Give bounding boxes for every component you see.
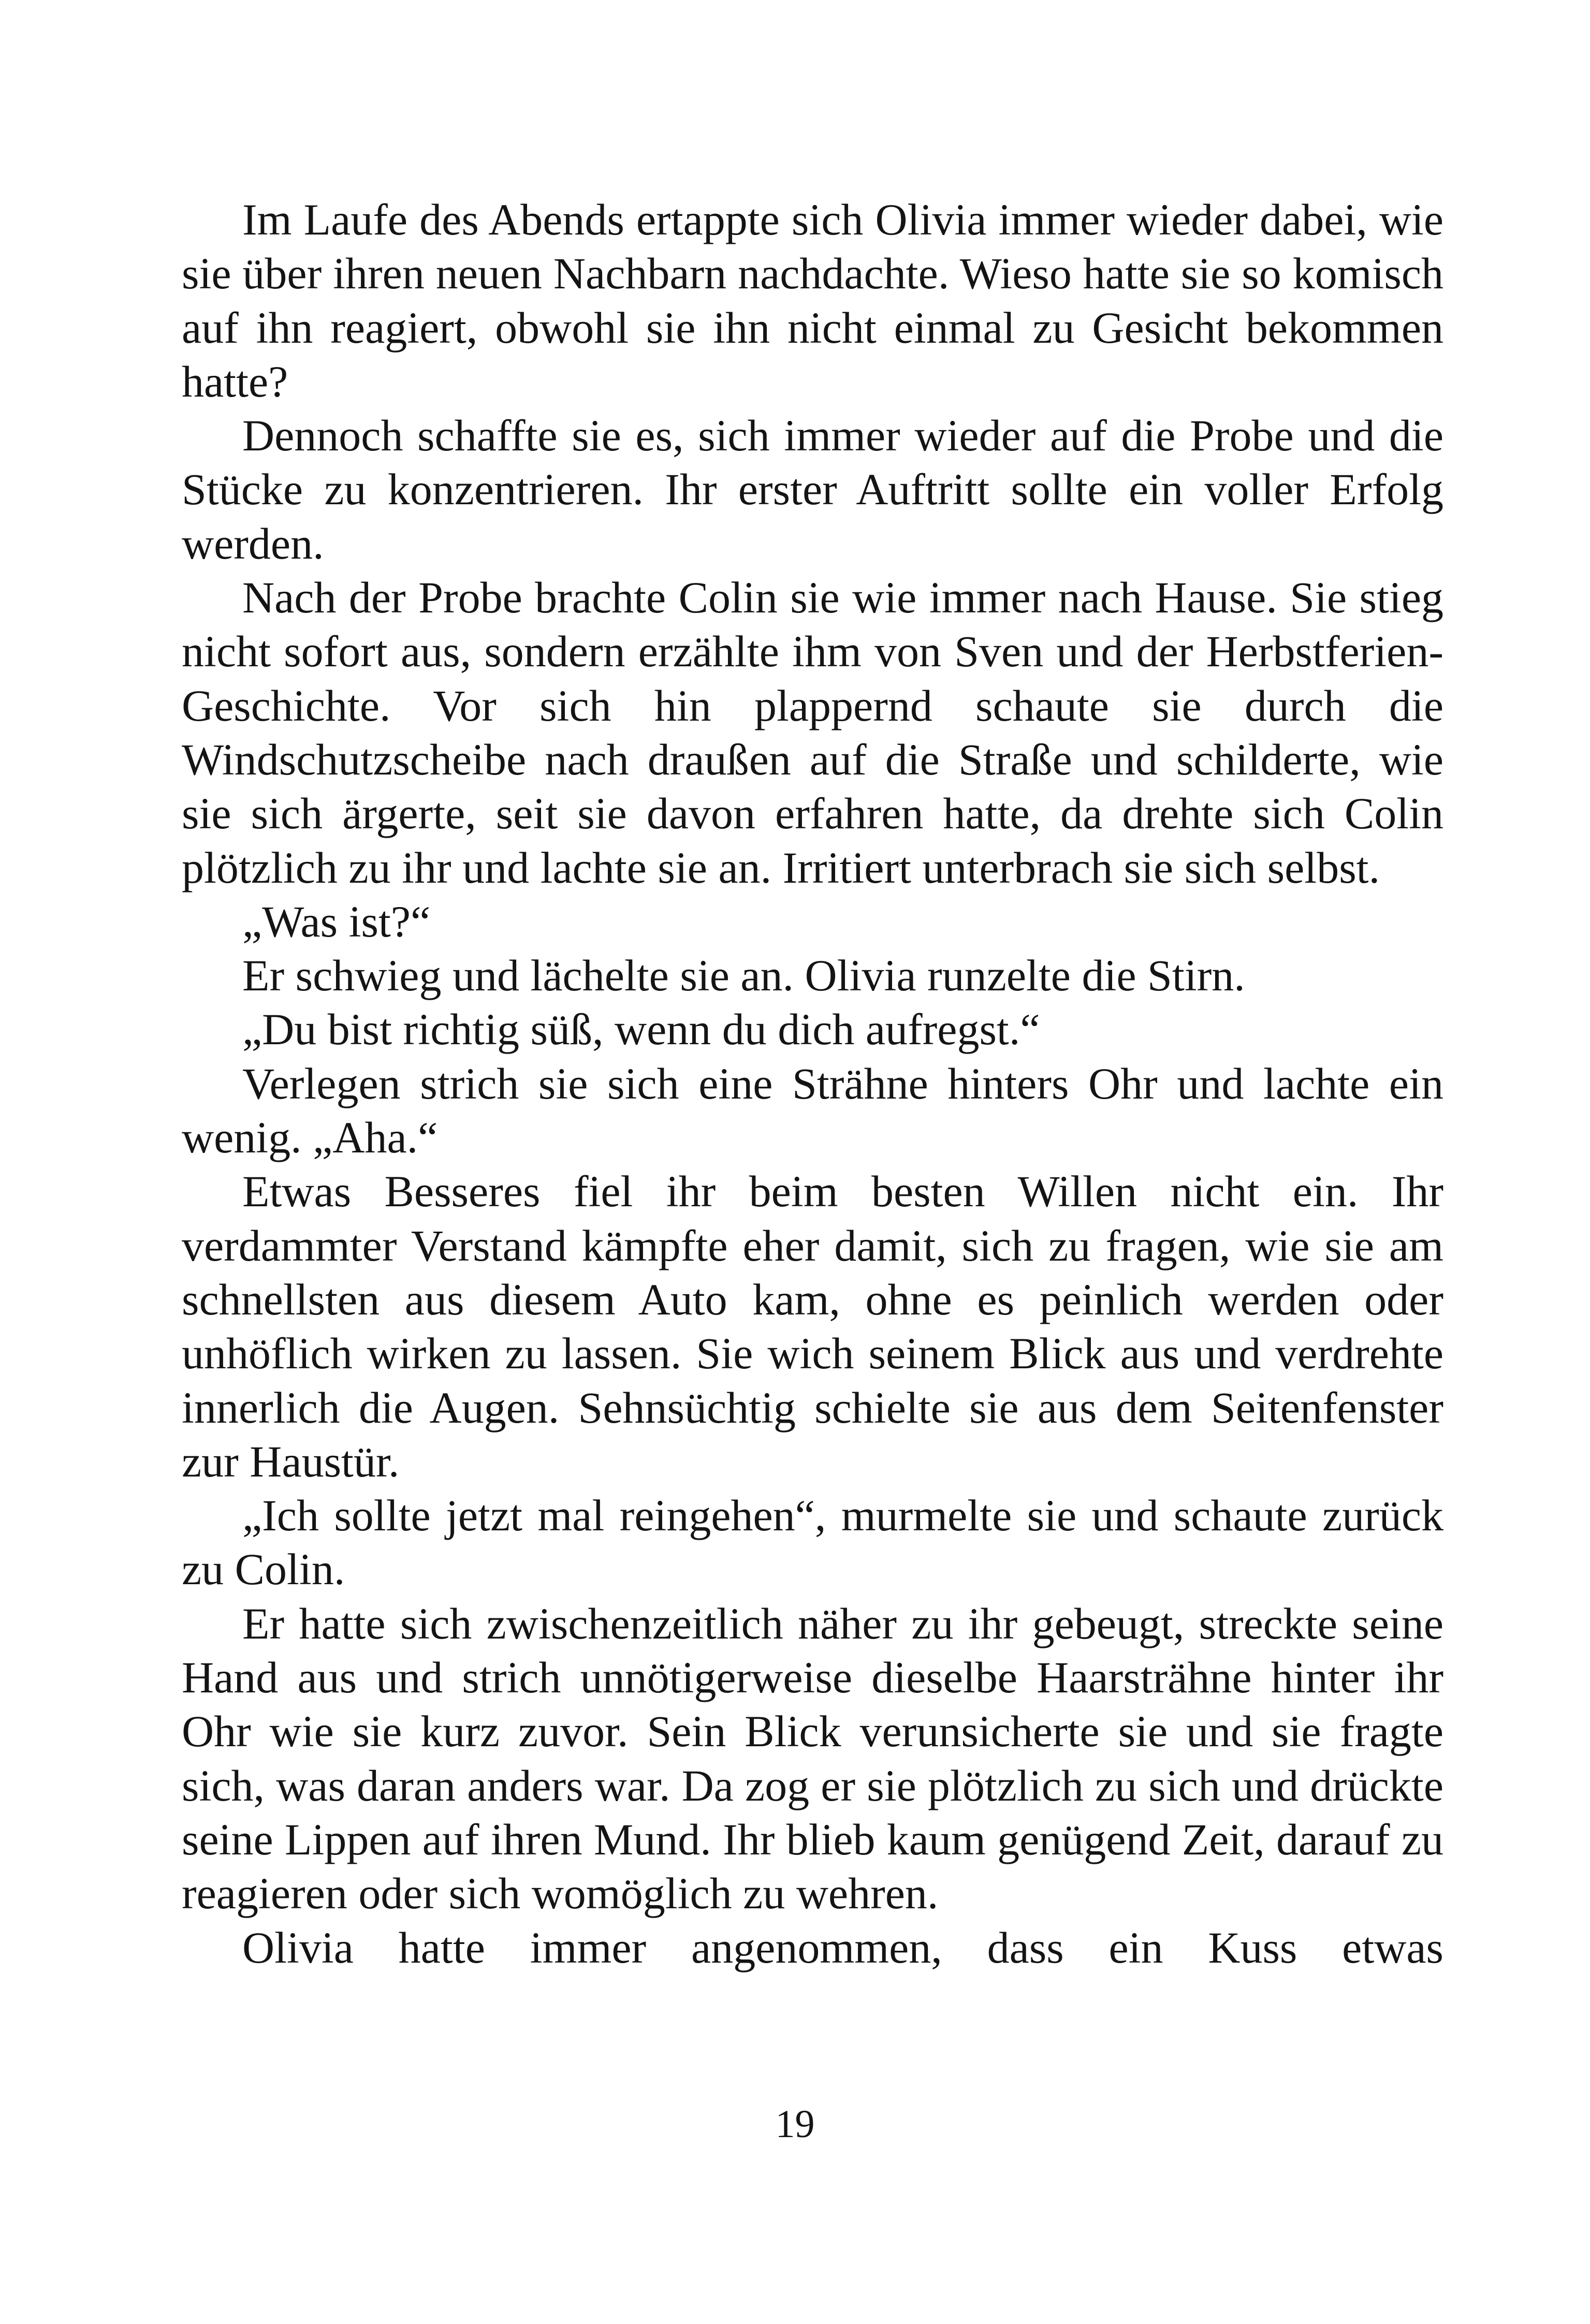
- paragraph: Er hatte sich zwischenzeitlich näher zu ihr gebeugt, streckte seine Hand aus und strich unnötigerweise dieselbe Haarsträhne hinter ihr Ohr wie sie kurz zuvor. Sein Blick verunsicherte sie und sie fragte sich, was daran anders war. Da zog er sie plötzlich zu sich und drückte seine Lippen auf ihren Mund. Ihr blieb kaum genügend Zeit, darauf zu reagieren oder sich womöglich zu wehren.: [182, 1598, 1443, 1919]
- paragraph: „Du bist richtig süß, wenn du dich aufregst.“: [242, 1004, 1040, 1055]
- paragraph: Er schwieg und lächelte sie an. Olivia runzelte die Stirn.: [242, 951, 1245, 1001]
- paragraph: Verlegen strich sie sich eine Strähne hinters Ohr und lachte ein wenig. „Aha.“: [182, 1058, 1443, 1163]
- paragraph-continued: Olivia hatte immer angenommen, dass ein Kuss etwas: [242, 1922, 1443, 1972]
- paragraph: Nach der Probe brachte Colin sie wie immer nach Hause. Sie stieg nicht sofort aus, sondern erzählte ihm von Sven und der Herbstferien-Geschichte. Vor sich hin plappernd schaute sie durch die Windschutzscheibe nach draußen auf die Straße und schilderte, wie sie sich ärgerte, seit sie davon erfahren hatte, da drehte sich Colin plötzlich zu ihr und lachte sie an. Irritiert unterbrach sie sich selbst.: [182, 573, 1443, 893]
- paragraph: „Was ist?“: [242, 896, 431, 946]
- paragraph: Etwas Besseres fiel ihr beim besten Willen nicht ein. Ihr verdammter Verstand kämpfte eher damit, sich zu fragen, wie sie am schnellsten aus diesem Auto kam, ohne es peinlich werden oder unhöflich wirken zu lassen. Sie wich seinem Blick aus und verdrehte innerlich die Augen. Sehnsüchtig schielte sie aus dem Seitenfenster zur Haustür.: [182, 1166, 1443, 1486]
- paragraph: „Ich sollte jetzt mal reingehen“, murmelte sie und schaute zurück zu Colin.: [182, 1490, 1443, 1595]
- page-number: 19: [775, 2102, 815, 2146]
- paragraph: Dennoch schaffte sie es, sich immer wieder auf die Probe und die Stücke zu konzentrieren. Ihr erster Auftritt sollte ein voller Erfolg werden.: [182, 411, 1443, 568]
- paragraph: Im Laufe des Abends ertappte sich Olivia immer wieder dabei, wie sie über ihren neuen Nachbarn nachdachte. Wieso hatte sie so komisch auf ihn reagiert, obwohl sie ihn nicht einmal zu Gesicht bekommen hatte?: [182, 195, 1443, 406]
- body-text: [182, 193, 1443, 1975]
